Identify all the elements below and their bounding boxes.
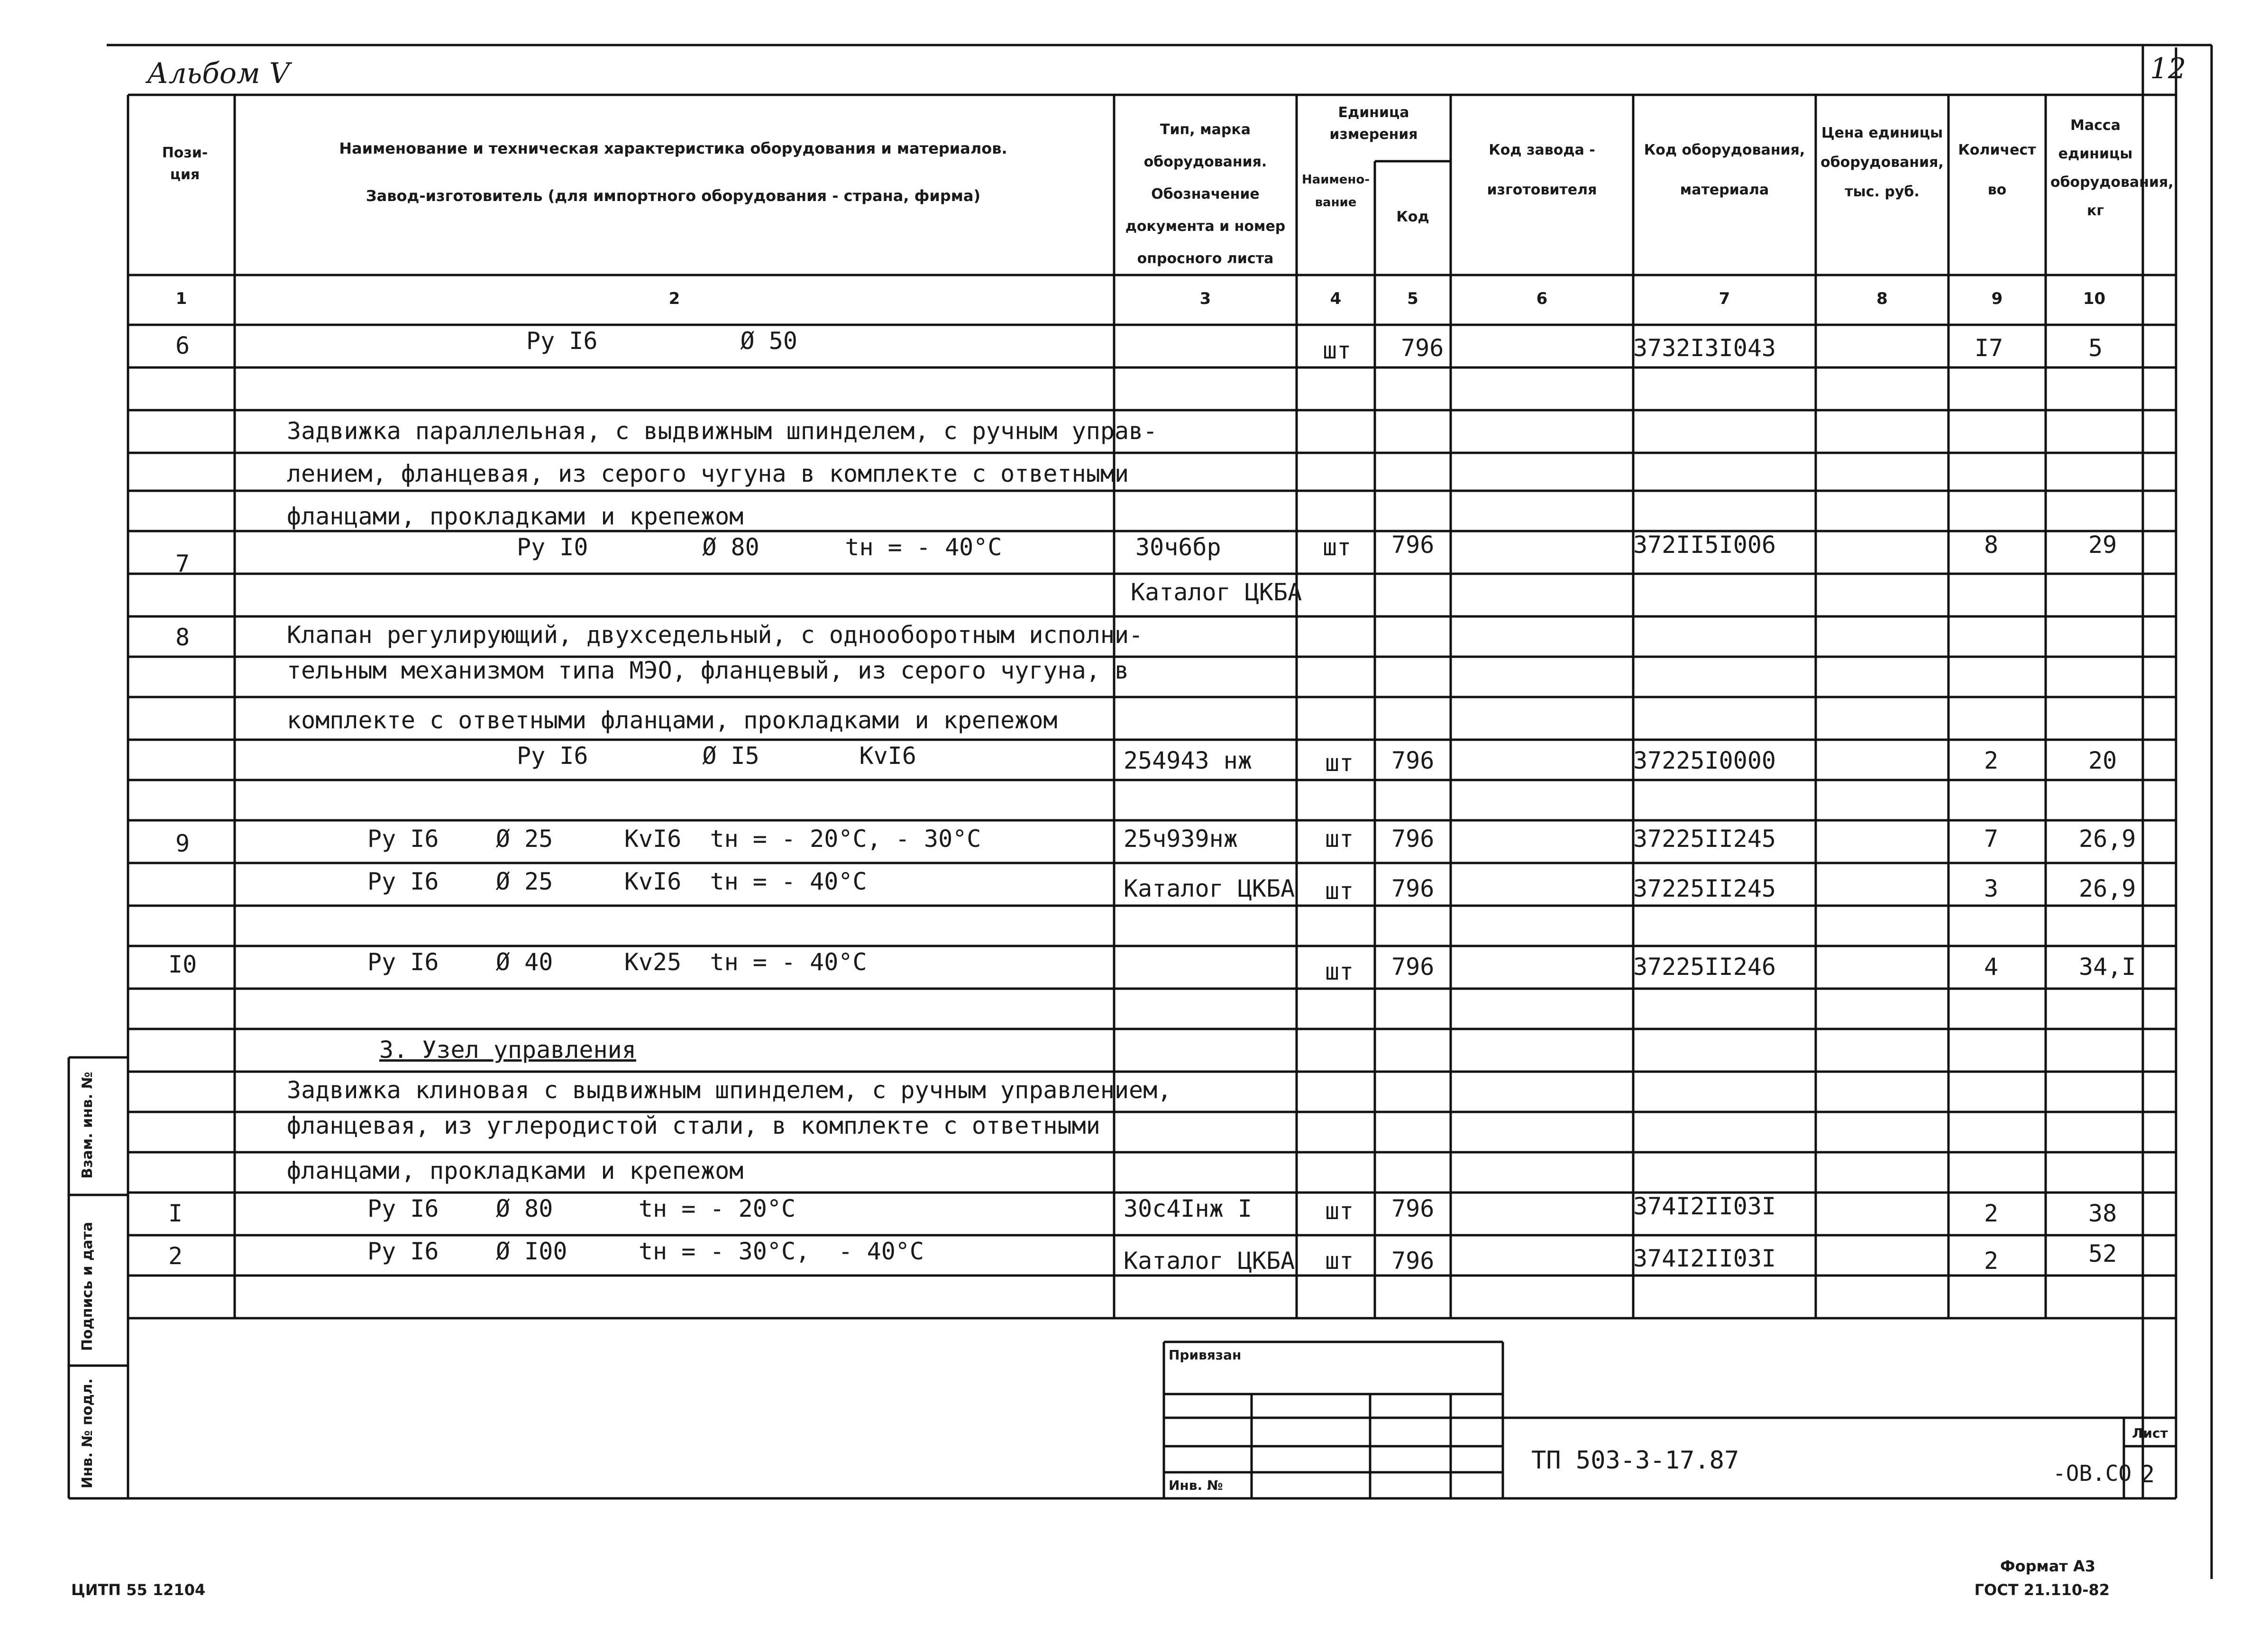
row-unit-code: 796 [1391, 875, 1435, 902]
row-unit: шт [1323, 337, 1352, 364]
row-position: 2 [168, 1242, 183, 1270]
row-position: I0 [168, 951, 197, 978]
col-number-10: 10 [2083, 289, 2106, 308]
row-description: комплекте с ответными фланцами, прокладками и крепежом [287, 707, 1058, 734]
doc-suffix: -ОВ.СО [2053, 1460, 2132, 1486]
row-type: 25ч939нж [1124, 825, 1238, 853]
row-description: Ру I6 Ø 40 Кv25 tн = - 40°C [367, 948, 867, 976]
row-quantity: 8 [1984, 531, 1999, 559]
col-header-unit-group: Единица измерения [1329, 104, 1418, 143]
col-header-factory-code: Код завода - изготовителя [1487, 142, 1597, 198]
row-position: I [168, 1200, 183, 1227]
section-heading: 3. Узел управления [379, 1036, 636, 1064]
row-unit-code: 796 [1391, 1247, 1435, 1275]
row-mass: 5 [2088, 334, 2103, 362]
page-number: 12 [2150, 52, 2186, 85]
row-quantity: 2 [1984, 1247, 1999, 1275]
doc-code: ТП 503-3-17.87 [1531, 1446, 1739, 1475]
row-description: Ру I6 Ø I00 tн = - 30°C, - 40°C [367, 1238, 924, 1265]
col-header-factory: Завод-изготовитель (для импортного оборудования - страна, фирма) [366, 187, 981, 205]
row-description: тельным механизмом типа МЭО, фланцевый, из серого чугуна, в [287, 657, 1129, 684]
row-quantity: I7 [1975, 334, 2003, 362]
row-quantity: 4 [1984, 953, 1999, 981]
stamp-podpis: Подпись и дата [79, 1221, 96, 1351]
row-description: Задвижка параллельная, с выдвижным шпинделем, с ручным управ- [287, 417, 1158, 445]
col-header-name: Наименование и техническая характеристика оборудования и материалов. [339, 139, 1007, 157]
row-unit-code: 796 [1401, 334, 1444, 362]
footer-print-code: ЦИТП 55 12104 [71, 1581, 206, 1599]
col-header-mass: Масса единицы оборудования, кг [2050, 117, 2174, 219]
row-unit: шт [1325, 825, 1354, 853]
col-header-quantity: Количество [1958, 142, 2036, 198]
col-number-1: 1 [175, 289, 187, 308]
row-description: Ру I6 Ø 25 КvI6 tн = - 20°C, - 30°C [367, 825, 981, 853]
row-type: 30с4Iнж I [1124, 1195, 1252, 1222]
row-position: 6 [175, 332, 190, 359]
row-unit: шт [1325, 1247, 1354, 1275]
row-position: 8 [175, 624, 190, 651]
row-description: Ру I6 Ø I5 КvI6 [517, 742, 916, 770]
row-mass: 38 [2088, 1200, 2117, 1227]
album-label: Альбом V [147, 57, 290, 90]
row-position: 7 [175, 550, 190, 578]
col-header-position: Пози- ция [162, 145, 208, 183]
row-unit-code: 796 [1391, 825, 1435, 853]
row-description: Ру I0 Ø 80 tн = - 40°C [517, 533, 1002, 561]
row-quantity: 3 [1984, 875, 1999, 902]
col-header-unit-name: Наимено- вание [1301, 173, 1370, 210]
row-description: фланцевая, из углеродистой стали, в комплекте с ответными [287, 1112, 1100, 1139]
footer-format: Формат А3 [2000, 1557, 2095, 1575]
row-equipment-code: 37225II245 [1633, 875, 1776, 902]
sheet-label: Лист [2132, 1425, 2168, 1441]
footer-gost: ГОСТ 21.110-82 [1974, 1581, 2110, 1599]
col-number-8: 8 [1876, 289, 1888, 308]
row-unit: шт [1325, 1197, 1354, 1225]
row-equipment-code: 37225I0000 [1633, 747, 1776, 774]
row-quantity: 2 [1984, 747, 1999, 774]
row-unit-code: 796 [1391, 747, 1435, 774]
row-mass: 20 [2088, 747, 2117, 774]
row-mass: 26,9 [2079, 825, 2136, 853]
row-description: Ру I6 Ø 80 tн = - 20°C [367, 1195, 796, 1222]
sheet-number: 2 [2140, 1460, 2155, 1488]
row-unit: шт [1325, 877, 1354, 905]
col-number-4: 4 [1330, 289, 1342, 308]
row-unit: шт [1325, 749, 1354, 777]
row-type: Каталог ЦКБА [1131, 578, 1302, 606]
row-description: Задвижка клиновая с выдвижным шпинделем, с ручным управлением, [287, 1076, 1172, 1104]
row-equipment-code: 374I2II03I [1633, 1245, 1776, 1272]
row-unit: шт [1323, 533, 1352, 561]
row-mass: 52 [2088, 1240, 2117, 1267]
row-type: Каталог ЦКБА [1124, 1247, 1295, 1275]
col-number-9: 9 [1991, 289, 2003, 308]
row-description: Ру I6 Ø 50 [526, 327, 797, 355]
row-description: фланцами, прокладками и крепежом [287, 1157, 744, 1184]
col-number-6: 6 [1536, 289, 1548, 308]
row-equipment-code: 374I2II03I [1633, 1193, 1776, 1220]
col-number-2: 2 [668, 289, 680, 308]
col-header-price: Цена единицы оборудования, тыс. руб. [1820, 125, 1944, 200]
row-description: лением, фланцевая, из серого чугуна в комплекте с ответными [287, 460, 1129, 487]
col-number-3: 3 [1199, 289, 1211, 308]
row-quantity: 7 [1984, 825, 1999, 853]
stamp-vzam: Взам. инв. № [79, 1072, 96, 1179]
row-unit-code: 796 [1391, 1195, 1435, 1222]
row-position: 9 [175, 830, 190, 857]
title-inv-no: Инв. № [1169, 1478, 1223, 1493]
row-description: Ру I6 Ø 25 КvI6 tн = - 40°C [367, 868, 867, 895]
row-equipment-code: 37225II246 [1633, 953, 1776, 981]
col-header-equipment-code: Код оборудования, материала [1644, 142, 1805, 198]
col-number-5: 5 [1407, 289, 1418, 308]
row-type: Каталог ЦКБА [1124, 875, 1295, 902]
col-header-unit-code: Код [1396, 209, 1429, 225]
stamp-inv: Инв. № подл. [79, 1378, 96, 1489]
row-type: 254943 нж [1124, 747, 1252, 774]
row-mass: 34,I [2079, 953, 2136, 981]
col-header-type: Тип, марка оборудования. Обозначение документа и номер опросного листа [1125, 121, 1286, 267]
row-quantity: 2 [1984, 1200, 1999, 1227]
row-unit-code: 796 [1391, 953, 1435, 981]
row-description: фланцами, прокладками и крепежом [287, 503, 744, 530]
row-type: 30ч6бр [1135, 533, 1221, 561]
row-description: Клапан регулирующий, двухседельный, с однооборотным исполни- [287, 621, 1143, 649]
title-privyazan: Привязан [1169, 1347, 1242, 1363]
row-mass: 29 [2088, 531, 2117, 559]
row-unit-code: 796 [1391, 531, 1435, 559]
row-mass: 26,9 [2079, 875, 2136, 902]
row-equipment-code: 3732I3I043 [1633, 334, 1776, 362]
col-number-7: 7 [1719, 289, 1730, 308]
row-equipment-code: 372II5I006 [1633, 531, 1776, 559]
row-unit: шт [1325, 958, 1354, 985]
row-equipment-code: 37225II245 [1633, 825, 1776, 853]
